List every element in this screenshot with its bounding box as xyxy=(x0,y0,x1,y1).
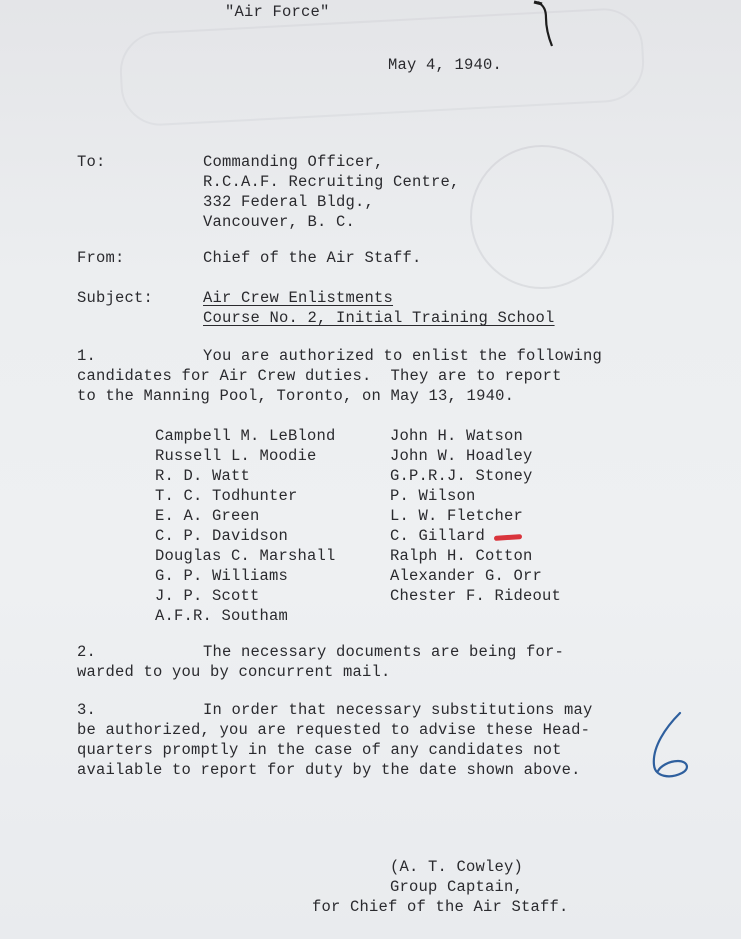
para2-line-2: warded to you by concurrent mail. xyxy=(77,663,391,681)
letter-date: May 4, 1940. xyxy=(388,56,503,74)
candidate-name: R. D. Watt xyxy=(155,467,251,485)
candidate-name: Chester F. Rideout xyxy=(390,587,562,605)
red-pencil-mark xyxy=(494,534,522,541)
para2-line-1: The necessary documents are being for- xyxy=(203,643,565,661)
candidate-name: L. W. Fletcher xyxy=(390,507,524,525)
handwritten-six xyxy=(640,705,700,785)
candidate-name: John W. Hoadley xyxy=(390,447,533,465)
candidate-name: G.P.R.J. Stoney xyxy=(390,467,533,485)
candidate-name: P. Wilson xyxy=(390,487,476,505)
candidate-name: A.F.R. Southam xyxy=(155,607,289,625)
candidate-name: E. A. Green xyxy=(155,507,260,525)
candidate-name: J. P. Scott xyxy=(155,587,260,605)
signature-for-line: for Chief of the Air Staff. xyxy=(312,898,569,916)
para3-line-2: be authorized, you are requested to advise these Head- xyxy=(77,721,591,739)
to-line-1: Commanding Officer, xyxy=(203,153,384,171)
para3-number: 3. xyxy=(77,701,97,719)
subject-line-1: Air Crew Enlistments xyxy=(203,289,394,307)
candidate-name: G. P. Williams xyxy=(155,567,289,585)
signature-name: (A. T. Cowley) xyxy=(390,858,524,876)
para1-number: 1. xyxy=(77,347,97,365)
to-label: To: xyxy=(77,153,106,171)
para3-line-1: In order that necessary substitutions may xyxy=(203,701,593,719)
file-tag: "Air Force" xyxy=(225,3,330,21)
from-value: Chief of the Air Staff. xyxy=(203,249,422,267)
para1-line-1: You are authorized to enlist the following xyxy=(203,347,603,365)
candidate-name: Campbell M. LeBlond xyxy=(155,427,336,445)
to-line-2: R.C.A.F. Recruiting Centre, xyxy=(203,173,460,191)
candidate-name: C. Gillard xyxy=(390,527,486,545)
subject-label: Subject: xyxy=(77,289,154,307)
faint-circular-stamp xyxy=(470,145,614,289)
para1-line-2: candidates for Air Crew duties. They are to report xyxy=(77,367,562,385)
subject-line-2: Course No. 2, Initial Training School xyxy=(203,309,555,327)
to-line-4: Vancouver, B. C. xyxy=(203,213,356,231)
from-label: From: xyxy=(77,249,125,267)
paper-curl-mark xyxy=(530,0,560,50)
para1-line-3: to the Manning Pool, Toronto, on May 13, 1940. xyxy=(77,387,515,405)
faint-watermark-stamp xyxy=(118,6,646,127)
to-line-3: 332 Federal Bldg., xyxy=(203,193,375,211)
candidate-name: Douglas C. Marshall xyxy=(155,547,336,565)
candidate-name: Russell L. Moodie xyxy=(155,447,317,465)
para2-number: 2. xyxy=(77,643,97,661)
candidate-name: Alexander G. Orr xyxy=(390,567,543,585)
signature-rank: Group Captain, xyxy=(390,878,524,896)
candidate-name: C. P. Davidson xyxy=(155,527,289,545)
para3-line-3: quarters promptly in the case of any candidates not xyxy=(77,741,562,759)
candidate-name: T. C. Todhunter xyxy=(155,487,298,505)
candidate-name: John H. Watson xyxy=(390,427,524,445)
para3-line-4: available to report for duty by the date shown above. xyxy=(77,761,581,779)
candidate-name: Ralph H. Cotton xyxy=(390,547,533,565)
